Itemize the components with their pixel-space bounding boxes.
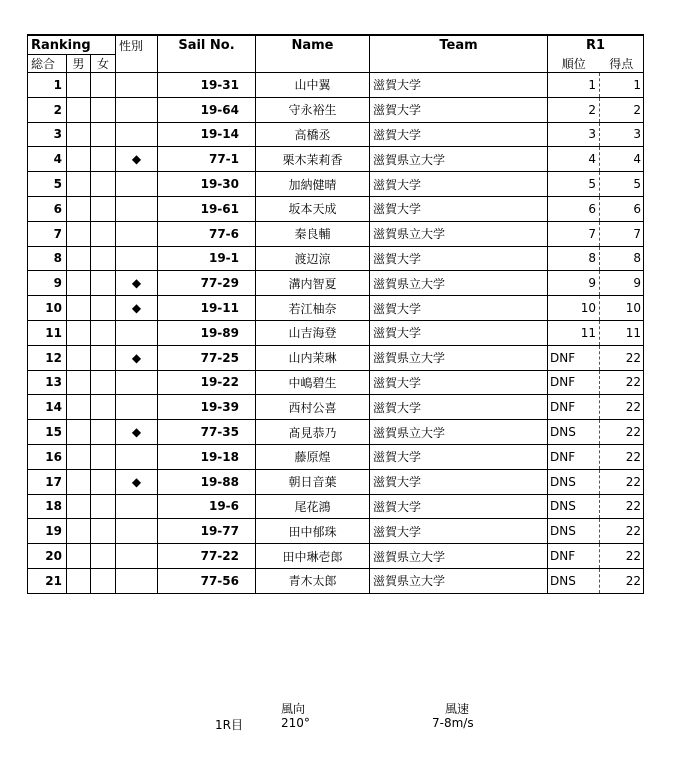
name-cell: 山内茉琳 xyxy=(256,345,370,370)
table-row xyxy=(28,271,644,296)
name-cell: 田中琳壱郎 xyxy=(256,544,370,569)
female-cell xyxy=(91,444,116,469)
female-mark-cell xyxy=(116,494,158,519)
wind-speed-label: 風速 xyxy=(445,702,470,716)
female-mark-cell xyxy=(116,395,158,420)
team-cell: 滋賀県立大学 xyxy=(370,147,548,172)
female-cell xyxy=(91,519,116,544)
male-header: 男 xyxy=(67,55,91,73)
rank-cell: 20 xyxy=(28,544,67,569)
points-cell: 10 xyxy=(600,296,644,321)
sail-no-cell: 19-18 xyxy=(158,444,256,469)
position-cell: DNF xyxy=(548,370,600,395)
rank-cell: 2 xyxy=(28,97,67,122)
points-cell: 22 xyxy=(600,494,644,519)
wind-speed-value: 7-8m/s xyxy=(432,716,474,730)
team-cell: 滋賀大学 xyxy=(370,519,548,544)
wind-direction-value: 210° xyxy=(281,716,310,730)
sail-no-cell: 19-30 xyxy=(158,172,256,197)
female-cell xyxy=(91,172,116,197)
female-cell xyxy=(91,196,116,221)
table-row xyxy=(28,469,644,494)
name-cell: 守永裕生 xyxy=(256,97,370,122)
male-cell xyxy=(67,469,91,494)
gender-subheader xyxy=(116,55,158,73)
sail-no-cell: 19-89 xyxy=(158,320,256,345)
position-cell: DNS xyxy=(548,519,600,544)
position-cell: 5 xyxy=(548,172,600,197)
position-cell: 10 xyxy=(548,296,600,321)
name-cell: 山中翼 xyxy=(256,73,370,98)
gender-header: 性別 xyxy=(116,35,158,55)
position-cell: 11 xyxy=(548,320,600,345)
table-row xyxy=(28,494,644,519)
female-mark-cell: ◆ xyxy=(116,420,158,445)
rank-cell: 7 xyxy=(28,221,67,246)
team-cell: 滋賀大学 xyxy=(370,296,548,321)
male-cell xyxy=(67,221,91,246)
position-header: 順位 xyxy=(548,55,600,73)
female-mark-cell: ◆ xyxy=(116,469,158,494)
sail-no-cell: 19-88 xyxy=(158,469,256,494)
team-cell: 滋賀県立大学 xyxy=(370,271,548,296)
table-row xyxy=(28,147,644,172)
position-cell: DNS xyxy=(548,568,600,593)
points-cell: 22 xyxy=(600,568,644,593)
female-cell xyxy=(91,73,116,98)
name-cell: 高橋丞 xyxy=(256,122,370,147)
name-cell: 尾花鴻 xyxy=(256,494,370,519)
table-row xyxy=(28,370,644,395)
sail-no-cell: 77-35 xyxy=(158,420,256,445)
rank-cell: 17 xyxy=(28,469,67,494)
header-row-2 xyxy=(28,55,644,73)
team-header: Team xyxy=(370,35,548,55)
female-mark-cell xyxy=(116,97,158,122)
rank-cell: 8 xyxy=(28,246,67,271)
sail-no-cell: 19-6 xyxy=(158,494,256,519)
male-cell xyxy=(67,122,91,147)
sail-no-cell: 77-22 xyxy=(158,544,256,569)
rank-cell: 3 xyxy=(28,122,67,147)
name-cell: 栗木茉莉香 xyxy=(256,147,370,172)
female-cell xyxy=(91,345,116,370)
position-cell: 2 xyxy=(548,97,600,122)
sail-subheader xyxy=(158,55,256,73)
name-cell: 藤原煌 xyxy=(256,444,370,469)
header-row-1 xyxy=(28,35,644,55)
position-cell: 7 xyxy=(548,221,600,246)
position-cell: 9 xyxy=(548,271,600,296)
name-cell: 青木太郎 xyxy=(256,568,370,593)
female-cell xyxy=(91,271,116,296)
name-cell: 溝内智夏 xyxy=(256,271,370,296)
table-row xyxy=(28,122,644,147)
name-header: Name xyxy=(256,35,370,55)
sail-no-cell: 19-77 xyxy=(158,519,256,544)
sail-no-cell: 77-25 xyxy=(158,345,256,370)
female-cell xyxy=(91,469,116,494)
team-cell: 滋賀大学 xyxy=(370,122,548,147)
male-cell xyxy=(67,345,91,370)
female-cell xyxy=(91,544,116,569)
female-cell xyxy=(91,97,116,122)
female-mark-cell: ◆ xyxy=(116,271,158,296)
name-cell: 西村公喜 xyxy=(256,395,370,420)
female-mark-cell: ◆ xyxy=(116,296,158,321)
position-cell: 1 xyxy=(548,73,600,98)
points-cell: 22 xyxy=(600,544,644,569)
race-label: 1R目 xyxy=(215,718,243,732)
team-subheader xyxy=(370,55,548,73)
female-mark-cell xyxy=(116,122,158,147)
overall-header: 総合 xyxy=(28,55,67,73)
rank-cell: 4 xyxy=(28,147,67,172)
name-cell: 加納健晴 xyxy=(256,172,370,197)
female-mark-cell xyxy=(116,246,158,271)
team-cell: 滋賀大学 xyxy=(370,370,548,395)
sail-no-cell: 19-14 xyxy=(158,122,256,147)
male-cell xyxy=(67,568,91,593)
team-cell: 滋賀県立大学 xyxy=(370,544,548,569)
female-cell xyxy=(91,494,116,519)
male-cell xyxy=(67,97,91,122)
table-row xyxy=(28,246,644,271)
rank-cell: 11 xyxy=(28,320,67,345)
name-cell: 坂本天成 xyxy=(256,196,370,221)
points-cell: 22 xyxy=(600,420,644,445)
position-cell: DNF xyxy=(548,544,600,569)
table-row xyxy=(28,73,644,98)
team-cell: 滋賀大学 xyxy=(370,320,548,345)
sail-no-cell: 77-29 xyxy=(158,271,256,296)
sail-no-cell: 19-31 xyxy=(158,73,256,98)
rank-cell: 19 xyxy=(28,519,67,544)
female-mark-cell xyxy=(116,221,158,246)
female-mark-cell xyxy=(116,544,158,569)
female-cell xyxy=(91,370,116,395)
sail-no-header: Sail No. xyxy=(158,35,256,55)
female-mark-cell xyxy=(116,444,158,469)
male-cell xyxy=(67,147,91,172)
sail-no-cell: 77-6 xyxy=(158,221,256,246)
male-cell xyxy=(67,271,91,296)
position-cell: 8 xyxy=(548,246,600,271)
table-row xyxy=(28,568,644,593)
rank-cell: 10 xyxy=(28,296,67,321)
female-cell xyxy=(91,420,116,445)
points-cell: 2 xyxy=(600,97,644,122)
points-cell: 4 xyxy=(600,147,644,172)
sail-no-cell: 19-61 xyxy=(158,196,256,221)
name-cell: 若江柚奈 xyxy=(256,296,370,321)
female-cell xyxy=(91,395,116,420)
team-cell: 滋賀大学 xyxy=(370,172,548,197)
female-mark-cell xyxy=(116,370,158,395)
results-body xyxy=(28,73,644,594)
male-cell xyxy=(67,544,91,569)
sail-no-cell: 77-1 xyxy=(158,147,256,172)
male-cell xyxy=(67,320,91,345)
points-cell: 9 xyxy=(600,271,644,296)
rank-cell: 1 xyxy=(28,73,67,98)
rank-cell: 6 xyxy=(28,196,67,221)
table-row xyxy=(28,172,644,197)
rank-cell: 12 xyxy=(28,345,67,370)
sail-no-cell: 77-56 xyxy=(158,568,256,593)
points-cell: 1 xyxy=(600,73,644,98)
female-cell xyxy=(91,147,116,172)
name-cell: 秦良輔 xyxy=(256,221,370,246)
male-cell xyxy=(67,420,91,445)
female-mark-cell xyxy=(116,568,158,593)
sail-no-cell: 19-1 xyxy=(158,246,256,271)
table-row xyxy=(28,196,644,221)
team-cell: 滋賀大学 xyxy=(370,444,548,469)
points-cell: 3 xyxy=(600,122,644,147)
rank-cell: 5 xyxy=(28,172,67,197)
team-cell: 滋賀大学 xyxy=(370,494,548,519)
name-cell: 朝日音葉 xyxy=(256,469,370,494)
table-row xyxy=(28,420,644,445)
name-subheader xyxy=(256,55,370,73)
team-cell: 滋賀大学 xyxy=(370,196,548,221)
male-cell xyxy=(67,172,91,197)
position-cell: DNS xyxy=(548,420,600,445)
team-cell: 滋賀県立大学 xyxy=(370,221,548,246)
points-cell: 22 xyxy=(600,395,644,420)
table-row xyxy=(28,519,644,544)
table-row xyxy=(28,444,644,469)
points-cell: 22 xyxy=(600,469,644,494)
female-mark-cell xyxy=(116,196,158,221)
female-cell xyxy=(91,221,116,246)
male-cell xyxy=(67,395,91,420)
wind-direction-label: 風向 xyxy=(281,702,306,716)
table-row xyxy=(28,320,644,345)
female-mark-cell xyxy=(116,519,158,544)
position-cell: 4 xyxy=(548,147,600,172)
position-cell: 6 xyxy=(548,196,600,221)
team-cell: 滋賀大学 xyxy=(370,246,548,271)
female-mark-cell xyxy=(116,73,158,98)
sail-no-cell: 19-11 xyxy=(158,296,256,321)
female-cell xyxy=(91,122,116,147)
points-cell: 22 xyxy=(600,519,644,544)
female-mark-cell xyxy=(116,320,158,345)
male-cell xyxy=(67,296,91,321)
sail-no-cell: 19-39 xyxy=(158,395,256,420)
points-cell: 7 xyxy=(600,221,644,246)
male-cell xyxy=(67,73,91,98)
rank-cell: 16 xyxy=(28,444,67,469)
male-cell xyxy=(67,494,91,519)
team-cell: 滋賀県立大学 xyxy=(370,420,548,445)
table-row xyxy=(28,544,644,569)
rank-cell: 21 xyxy=(28,568,67,593)
female-cell xyxy=(91,296,116,321)
rank-cell: 14 xyxy=(28,395,67,420)
position-cell: DNF xyxy=(548,395,600,420)
rank-cell: 9 xyxy=(28,271,67,296)
points-cell: 6 xyxy=(600,196,644,221)
table-row xyxy=(28,97,644,122)
male-cell xyxy=(67,444,91,469)
female-cell xyxy=(91,568,116,593)
team-cell: 滋賀大学 xyxy=(370,395,548,420)
rank-cell: 13 xyxy=(28,370,67,395)
rank-cell: 18 xyxy=(28,494,67,519)
team-cell: 滋賀大学 xyxy=(370,97,548,122)
female-mark-cell xyxy=(116,172,158,197)
male-cell xyxy=(67,246,91,271)
position-cell: DNF xyxy=(548,444,600,469)
name-cell: 渡辺涼 xyxy=(256,246,370,271)
sail-no-cell: 19-64 xyxy=(158,97,256,122)
male-cell xyxy=(67,519,91,544)
table-row xyxy=(28,296,644,321)
female-mark-cell: ◆ xyxy=(116,345,158,370)
rank-cell: 15 xyxy=(28,420,67,445)
female-cell xyxy=(91,246,116,271)
position-cell: DNF xyxy=(548,345,600,370)
name-cell: 田中郁珠 xyxy=(256,519,370,544)
race-header: R1 xyxy=(548,35,644,55)
name-cell: 中嶋碧生 xyxy=(256,370,370,395)
ranking-header: Ranking xyxy=(28,35,116,55)
points-cell: 22 xyxy=(600,345,644,370)
points-cell: 22 xyxy=(600,370,644,395)
team-cell: 滋賀県立大学 xyxy=(370,568,548,593)
table-row xyxy=(28,345,644,370)
points-cell: 22 xyxy=(600,444,644,469)
table-row xyxy=(28,221,644,246)
team-cell: 滋賀大学 xyxy=(370,469,548,494)
team-cell: 滋賀県立大学 xyxy=(370,345,548,370)
sail-no-cell: 19-22 xyxy=(158,370,256,395)
name-cell: 髙見恭乃 xyxy=(256,420,370,445)
female-cell xyxy=(91,320,116,345)
points-header: 得点 xyxy=(600,55,644,73)
male-cell xyxy=(67,370,91,395)
female-header: 女 xyxy=(91,55,116,73)
name-cell: 山吉海登 xyxy=(256,320,370,345)
results-table xyxy=(27,34,644,594)
female-mark-cell: ◆ xyxy=(116,147,158,172)
points-cell: 11 xyxy=(600,320,644,345)
position-cell: 3 xyxy=(548,122,600,147)
position-cell: DNS xyxy=(548,494,600,519)
position-cell: DNS xyxy=(548,469,600,494)
male-cell xyxy=(67,196,91,221)
points-cell: 8 xyxy=(600,246,644,271)
team-cell: 滋賀大学 xyxy=(370,73,548,98)
table-row xyxy=(28,395,644,420)
points-cell: 5 xyxy=(600,172,644,197)
